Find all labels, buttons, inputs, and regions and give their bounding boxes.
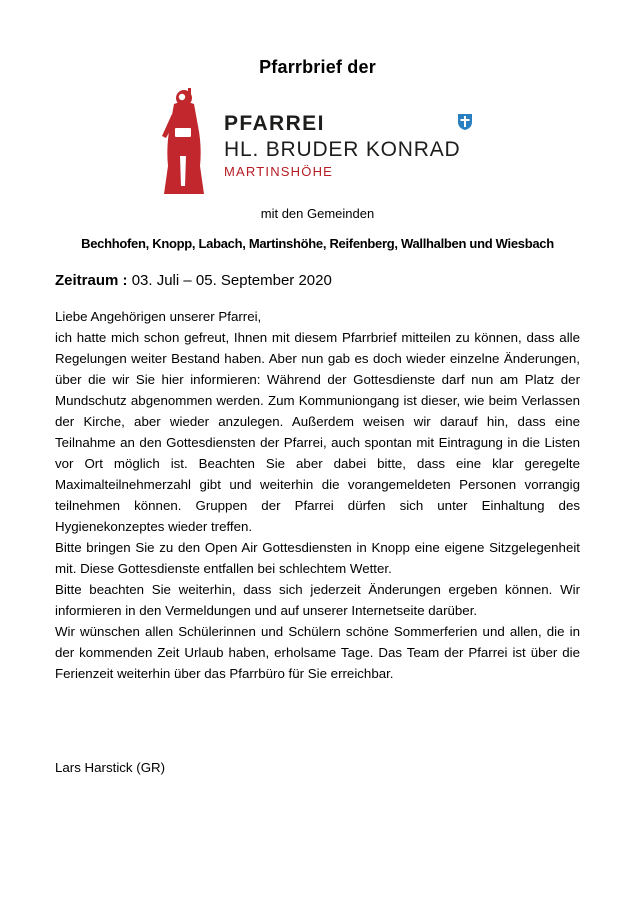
letter-body [55,306,580,684]
letter-paragraph: Bitte bringen Sie zu den Open Air Gottesdiensten in Knopp eine eigene Sitzgelegenheit mit. Diese Gottesdienste entfallen bei schlechtem Wetter. [55,540,580,576]
communities-intro: mit den Gemeinden [260,206,375,221]
period-value: 03. Juli – 05. September 2020 [131,272,332,289]
logo-text-name: HL. BRUDER KONRAD [224,138,461,161]
logo-text-location: MARTINSHÖHE [224,164,334,179]
period-line [55,272,332,289]
letter-paragraph: Bitte beachten Sie weiterhin, dass sich jederzeit Änderungen ergeben können. Wir informieren in den Vermeldungen und auf unserer Internetseite darüber. [55,582,580,618]
communities-list: Bechhofen, Knopp, Labach, Martinshöhe, Reifenberg, Wallhalben und Wiesbach [81,236,554,251]
parish-logo [158,86,478,201]
letter-paragraph: ich hatte mich schon gefreut, Ihnen mit diesem Pfarrbrief mitteilen zu können, dass alle Regelungen weiter Bestand haben. Aber nun gab es doch wieder einzelne Änderungen, über die wir Sie hier informieren: Während der Gottesdienste darf nun am Platz der Mundschutz abgenommen werden. Zum Kommuniongang ist dieser, wie beim Verlassen der Kirche, aber wieder anzulegen. Außerdem weisen wir darauf hin, dass eine Teilnahme an den Gottesdiensten der Pfarrei, auch spontan mit Eintragung in die Listen vor Ort möglich ist. Beachten Sie aber dabei bitte, dass eine klar geregelte Maximalteilnehmerzahl gibt und weiterhin die vorangemeldeten Personen vorrangig teilnehmen können. Gruppen der Pfarrei dürfen sich unter Einhaltung des Hygienekonzeptes wieder treffen. [55,330,580,534]
letter-paragraph: Wir wünschen allen Schülerinnen und Schülern schöne Sommerferien und allen, die in der kommenden Zeit Urlaub haben, erholsame Tage. Das Team der Pfarrei ist über die Ferienzeit weiterhin über das Pfarrbüro für Sie erreichbar. [55,624,580,681]
document-title: Pfarrbrief der [259,57,376,77]
letter-signature: Lars Harstick (GR) [55,760,166,775]
period-label: Zeitraum : [55,272,128,289]
letter-greeting: Liebe Angehörigen unserer Pfarrei, [55,309,262,324]
logo-text-pfarrei: PFARREI [224,112,325,135]
coat-of-arms-icon [458,114,472,130]
saint-figure-icon [158,86,208,198]
